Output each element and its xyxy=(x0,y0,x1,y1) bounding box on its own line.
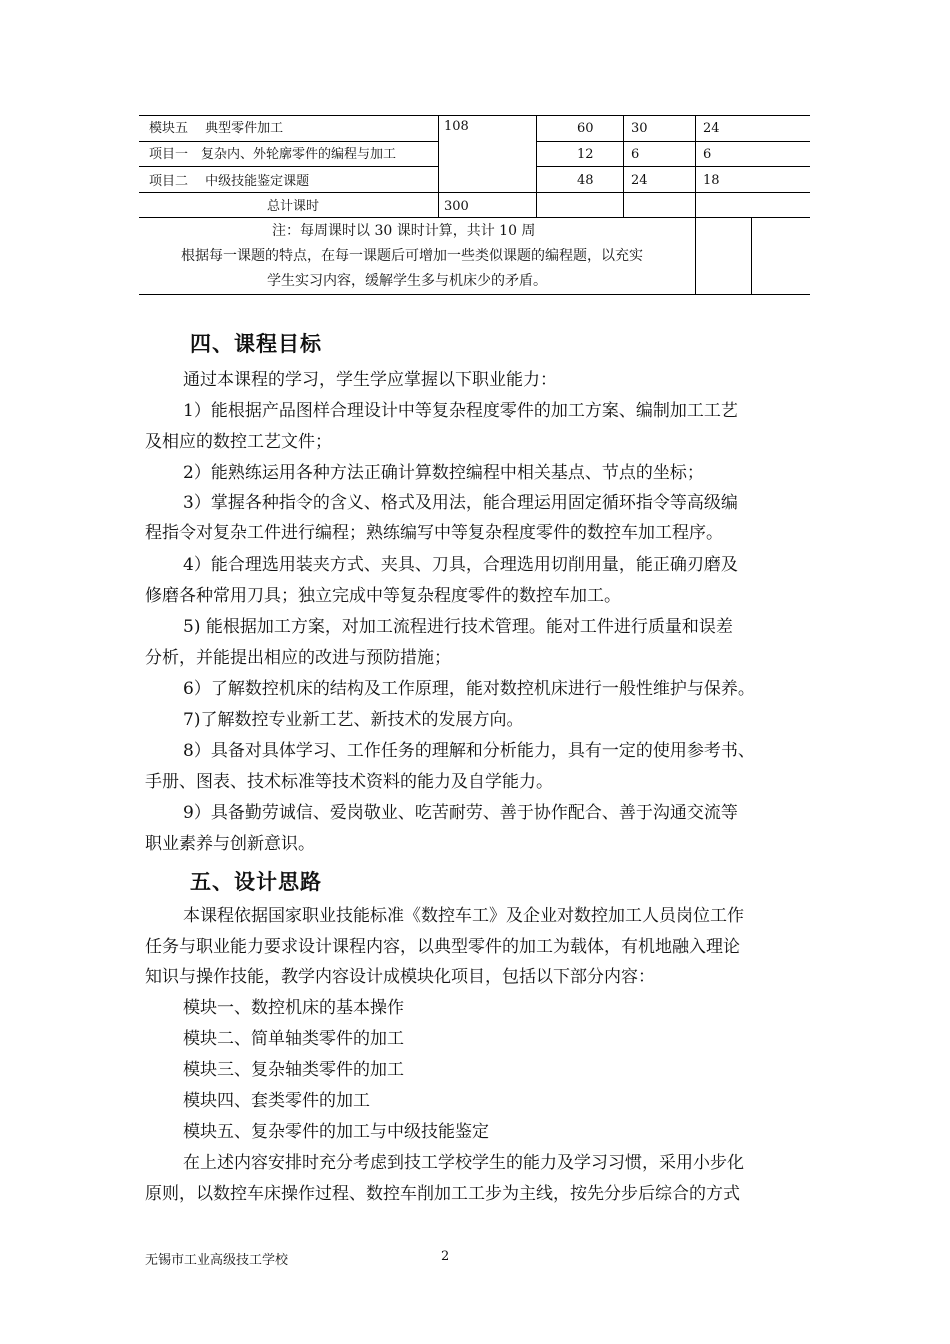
paragraph-line: 8）具备对具体学习、工作任务的理解和分析能力，具有一定的使用参考书、 xyxy=(183,741,755,761)
table-note-line: 根据每一课题的特点，在每一课题后可增加一些类似课题的编程题，以充实 xyxy=(181,248,643,264)
table-row-c1: 60 xyxy=(577,121,594,136)
table-note-line: 注：每周课时以 30 课时计算，共计 10 周 xyxy=(272,223,536,239)
table-row-c2: 30 xyxy=(631,121,648,136)
table-row-name: 项目二 中级技能鉴定课题 xyxy=(149,174,310,189)
table-row-c2: 24 xyxy=(631,173,648,188)
paragraph-line: 3）掌握各种指令的含义、格式及用法，能合理运用固定循环指令等高级编 xyxy=(183,493,738,513)
table-row-c3: 18 xyxy=(703,173,720,188)
table-note-line: 学生实习内容，缓解学生多与机床少的矛盾。 xyxy=(267,273,547,289)
paragraph-line: 程指令对复杂工件进行编程；熟练编写中等复杂程度零件的数控车加工程序。 xyxy=(145,523,723,543)
paragraph-line: 分析，并能提出相应的改进与预防措施； xyxy=(145,648,451,668)
paragraph-line: 6）了解数控机床的结构及工作原理，能对数控机床进行一般性维护与保养。 xyxy=(183,679,755,699)
paragraph-line: 9）具备勤劳诚信、爱岗敬业、吃苦耐劳、善于协作配合、善于沟通交流等 xyxy=(183,803,738,823)
module-list-item: 模块五、复杂零件的加工与中级技能鉴定 xyxy=(183,1122,489,1142)
paragraph-line: 5) 能根据加工方案，对加工流程进行技术管理。能对工件进行质量和误差 xyxy=(183,617,733,637)
module-list-item: 模块四、套类零件的加工 xyxy=(183,1091,370,1111)
paragraph-line: 2）能熟练运用各种方法正确计算数控编程中相关基点、节点的坐标； xyxy=(183,463,704,483)
table-row-c1: 48 xyxy=(577,173,594,188)
course-hours-table xyxy=(139,115,810,295)
paragraph-line: 修磨各种常用刀具；独立完成中等复杂程度零件的数控车加工。 xyxy=(145,586,621,606)
paragraph-line: 4）能合理选用装夹方式、夹具、刀具，合理选用切削用量，能正确刃磨及 xyxy=(183,555,738,575)
paragraph-line: 本课程依据国家职业技能标准《数控车工》及企业对数控加工人员岗位工作 xyxy=(183,906,744,926)
paragraph-line: 1）能根据产品图样合理设计中等复杂程度零件的加工方案、编制加工工艺 xyxy=(183,401,738,421)
paragraph-line: 手册、图表、技术标准等技术资料的能力及自学能力。 xyxy=(145,772,553,792)
paragraph-line: 通过本课程的学习，学生学应掌握以下职业能力： xyxy=(183,370,557,390)
paragraph-line: 知识与操作技能，教学内容设计成模块化项目，包括以下部分内容： xyxy=(145,967,655,987)
paragraph-line: 原则，以数控车床操作过程、数控车削加工工步为主线，按先分步后综合的方式 xyxy=(145,1184,740,1204)
footer-page-number: 2 xyxy=(441,1249,450,1264)
paragraph-line: 任务与职业能力要求设计课程内容，以典型零件的加工为载体，有机地融入理论 xyxy=(145,937,740,957)
module-list-item: 模块一、数控机床的基本操作 xyxy=(183,998,404,1018)
paragraph-line: 在上述内容安排时充分考虑到技工学校学生的能力及学习习惯，采用小步化 xyxy=(183,1153,744,1173)
module-list-item: 模块三、复杂轴类零件的加工 xyxy=(183,1060,404,1080)
module-list-item: 模块二、简单轴类零件的加工 xyxy=(183,1029,404,1049)
section-heading: 五、设计思路 xyxy=(190,869,322,894)
table-row-c2: 6 xyxy=(631,147,640,162)
table-row-c1: 12 xyxy=(577,147,594,162)
footer-school-name: 无锡市工业高级技工学校 xyxy=(145,1253,289,1268)
total-hours-label: 总计课时 xyxy=(267,199,320,214)
table-row-c3: 24 xyxy=(703,121,720,136)
total-hours-value: 300 xyxy=(444,199,469,214)
table-row-total: 108 xyxy=(444,119,469,134)
section-heading: 四、课程目标 xyxy=(190,331,322,356)
paragraph-line: 及相应的数控工艺文件； xyxy=(145,432,332,452)
table-row-c3: 6 xyxy=(703,147,712,162)
table-row-name: 项目一 复杂内、外轮廓零件的编程与加工 xyxy=(149,147,397,162)
table-row-name: 模块五 典型零件加工 xyxy=(149,121,284,136)
paragraph-line: 7)了解数控专业新工艺、新技术的发展方向。 xyxy=(183,710,524,730)
paragraph-line: 职业素养与创新意识。 xyxy=(145,834,315,854)
